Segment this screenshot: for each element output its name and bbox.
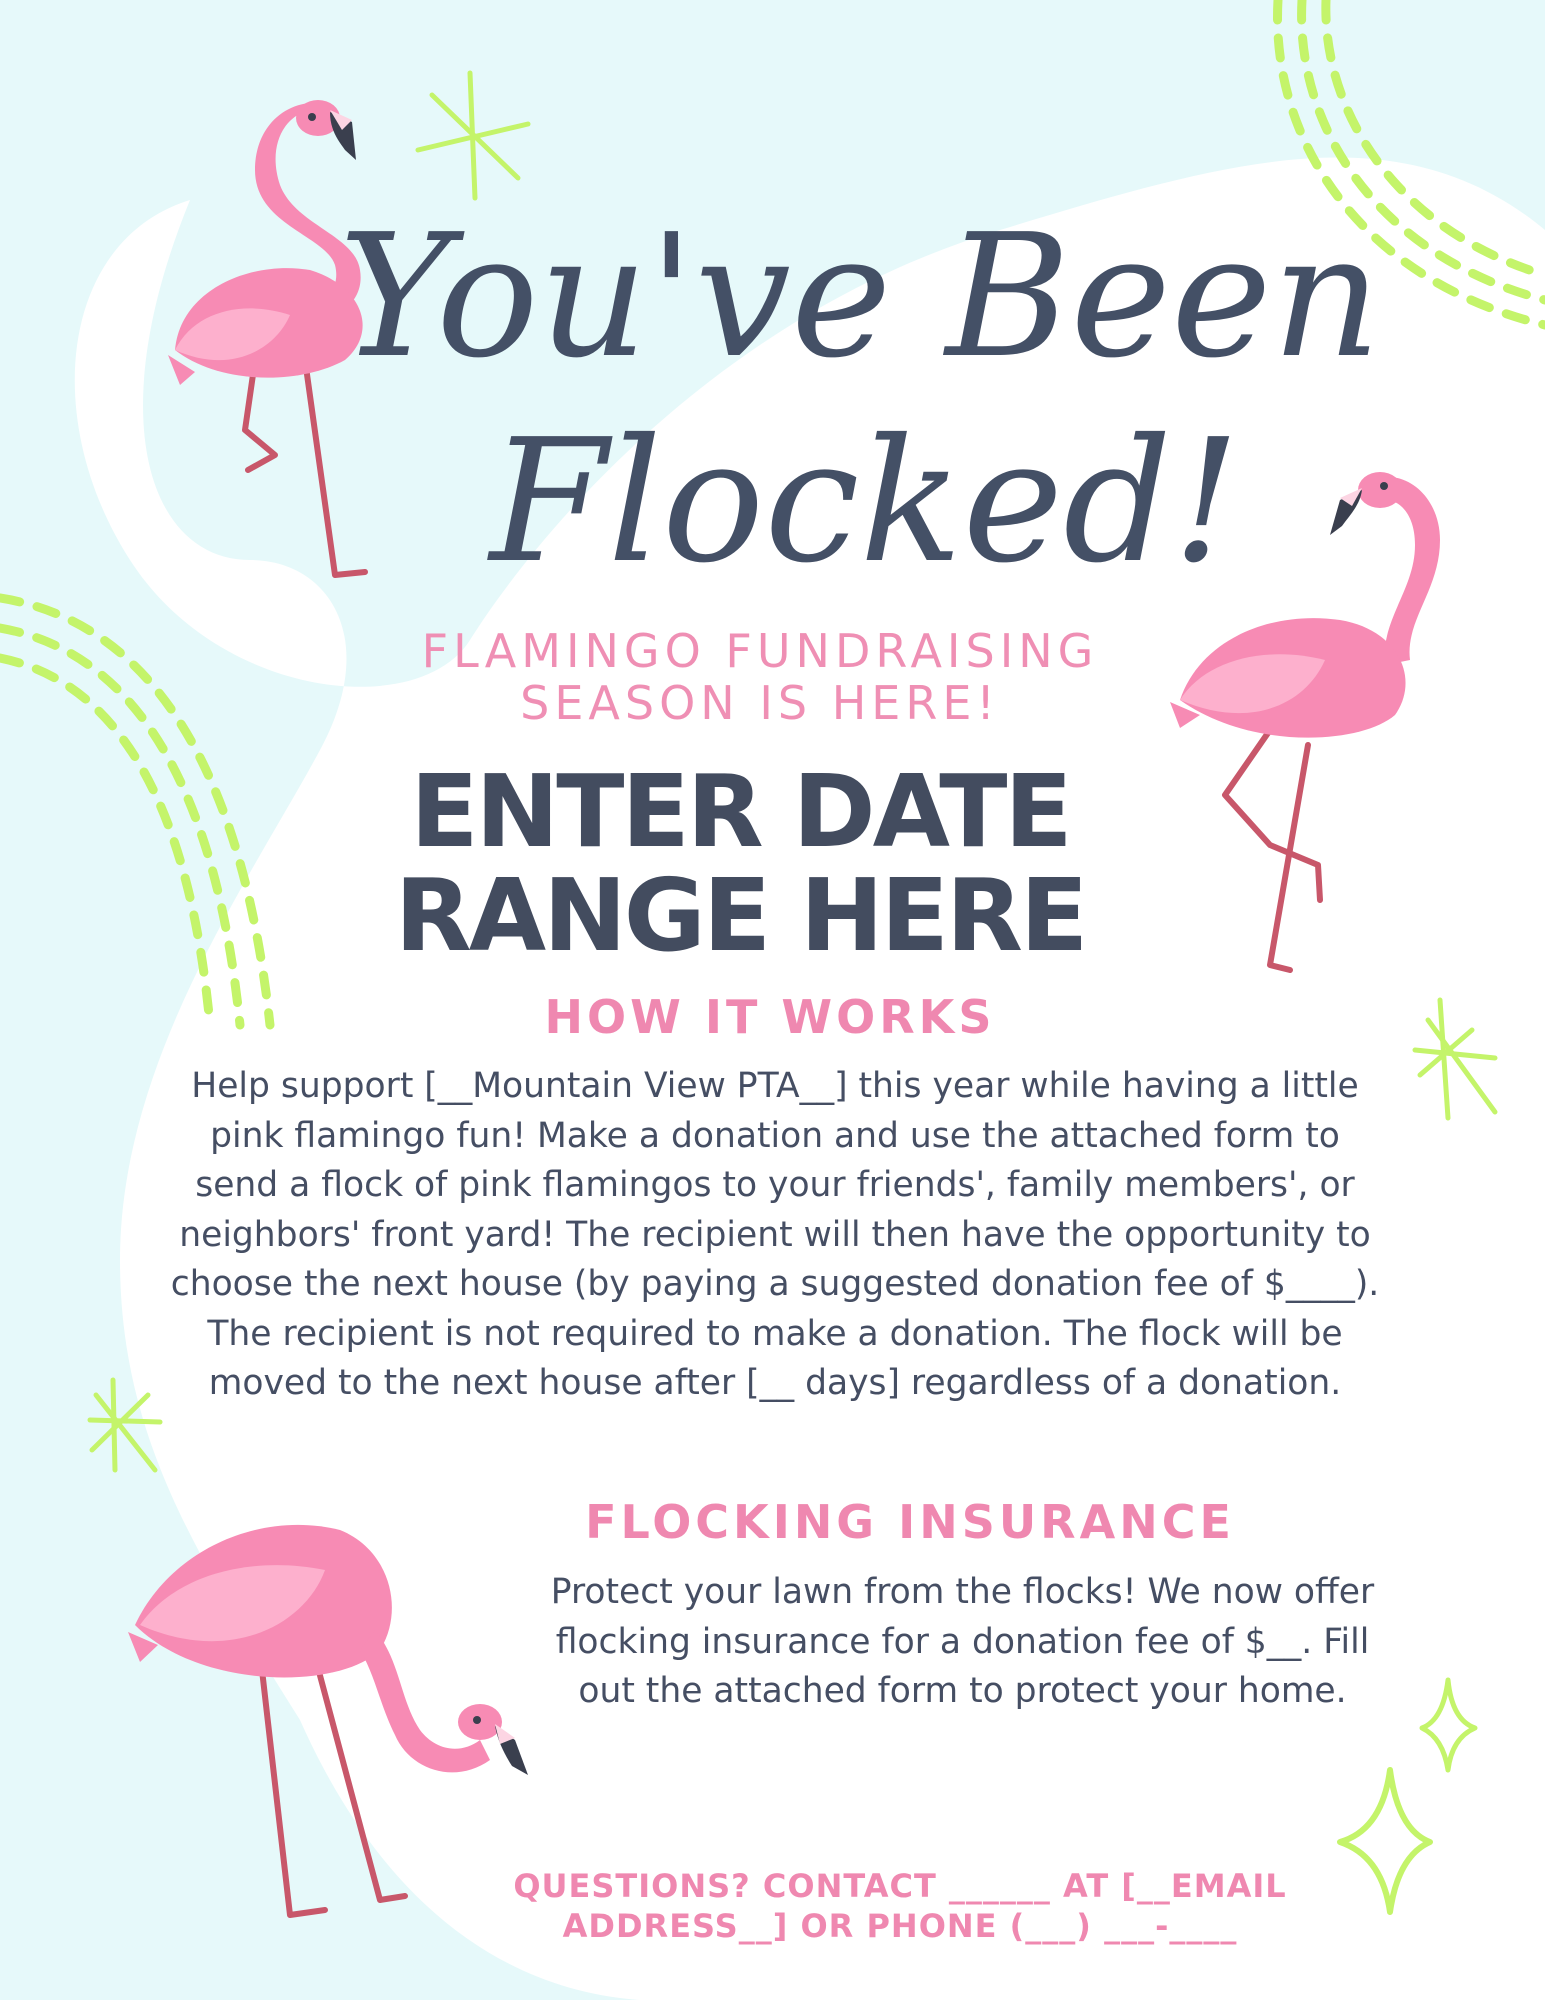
insurance-body: Protect your lawn from the flocks! We now offer flocking insurance for a donation fee of $__. Fill out the attached form to protect your home. <box>550 1572 1375 1711</box>
date-range-heading: ENTER DATE RANGE HERE <box>394 753 1086 974</box>
title-line-1: You've Been <box>338 198 1382 396</box>
insurance-heading: FLOCKING INSURANCE <box>585 1495 1235 1549</box>
title-line-2: Flocked! <box>489 403 1241 601</box>
how-it-works-heading: HOW IT WORKS <box>544 990 996 1044</box>
subtitle: FLAMINGO FUNDRAISING SEASON IS HERE! <box>421 624 1099 730</box>
contact-info: QUESTIONS? CONTACT ______ AT [__EMAIL ADDRESS__] OR PHONE (___) ___-____ <box>513 1867 1287 1945</box>
how-it-works-body: Help support [__Mountain View PTA__] this year while having a little pink flamingo fun! Make a donation and use the attached form to send a flock of pink flamingos to your friends', family members', or neighbors' front yard! The recipient will then have the opportunity to choose the next house (by paying a suggested donation fee of $____). The recipient is not required to make a donation. The flock will be moved to the next house after [__ days] regardless of a donation. <box>170 1066 1380 1403</box>
